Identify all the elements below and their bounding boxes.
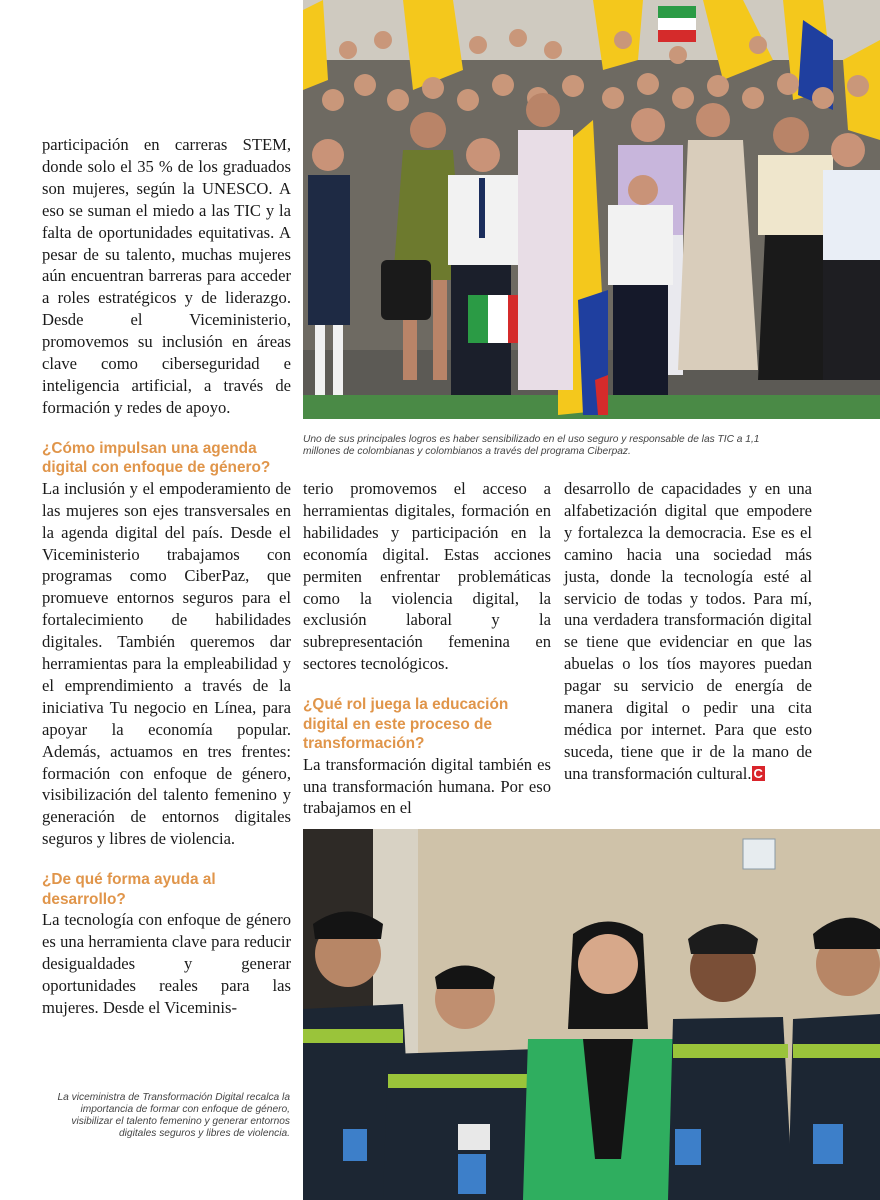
right-column — [564, 478, 812, 785]
middle-column — [303, 478, 551, 819]
section2-answer: La tecnología con enfoque de género es una herramienta clave para reducir desigualdades y generar oportunidades reales para las mujeres. Desde el Viceminis- — [42, 910, 291, 1017]
photo-top-caption: Uno de sus principales logros es haber sensibilizado en el uso seguro y responsable de las TIC a 1,1 millones de colombianas y colombianos a través del programa Ciberpaz. — [303, 434, 760, 457]
photo-police-officers-illustration — [303, 829, 880, 1200]
section2-question: ¿De qué forma ayuda al desarrollo? — [42, 871, 216, 908]
photo-police-officers — [303, 829, 880, 1200]
section3-answer: La transformación digital también es una transformación humana. Por eso trabajamos en el — [303, 754, 551, 818]
intro-paragraph: participación en carreras STEM, donde solo el 35 % de los graduados son mujeres, según la UNESCO. A eso se suman el miedo a las TIC y la falta de oportunidades equitativas. A pesar de su talento, muchas mujeres aún encuentran barreras para acceder a roles estratégicos y de liderazgo. Desde el Viceministerio, promovemos su inclusión en áreas clave como ciberseguridad e inteligencia artificial, a través de formación y redes de apoyo. — [42, 135, 291, 417]
section1-question: ¿Cómo impulsan una agenda digital con enfoque de género? — [42, 439, 271, 477]
section2-continuation: terio promovemos el acceso a herramientas digitales, formación en habilidades y participación en la economía digital. Estas acciones permiten enfrentar problemáticas como la violencia digital, la exclusión laboral y la subrepresentación femenina en sectores tecnológicos. — [303, 479, 551, 674]
photo-bottom-caption: La viceministra de Transformación Digital recalca la importancia de formar con enfoque de género, visibilizar el talento femenino y generar entornos digitales seguros y libres de violencia. — [57, 1092, 290, 1139]
left-column — [42, 134, 291, 1019]
photo-schoolchildren — [303, 0, 880, 419]
photo-schoolchildren-illustration — [303, 0, 880, 419]
section3-continuation: desarrollo de capacidades y en una alfabetización digital que empodere y fortalezca la democracia. Ese es el camino hacia una sociedad más justa, donde la tecnología esté al servicio de todas y todos. Para mí, una verdadera transformación digital se tiene que evidenciar en que las abuelas o los tíos mayores puedan pagar su servicio de energía de manera digital o pedir una cita médica por internet. Para que esto suceda, tiene que ir de la mano de una transformación cultural. — [564, 479, 812, 783]
end-mark-icon: C — [753, 765, 763, 781]
section3-continuation-paragraph — [564, 478, 812, 785]
section1-answer: La inclusión y el empoderamiento de las mujeres son ejes transversales en la agenda digital del país. Desde el Viceministerio trabajamos con programas como CiberPaz, que promueve entornos seguros para el fortalecimiento de habilidades digitales. También queremos dar herramientas para la empleabilidad y el emprendimiento a través de la iniciativa Tu negocio en Línea, para apoyar la economía popular. Además, actuamos en tres frentes: formación con enfoque de género, visibilización del talento femenino y generación de entornos digitales seguros y libres de violencia. — [42, 478, 291, 849]
section3-question: ¿Qué rol juega la educación digital en este proceso de transformación? — [303, 696, 509, 753]
